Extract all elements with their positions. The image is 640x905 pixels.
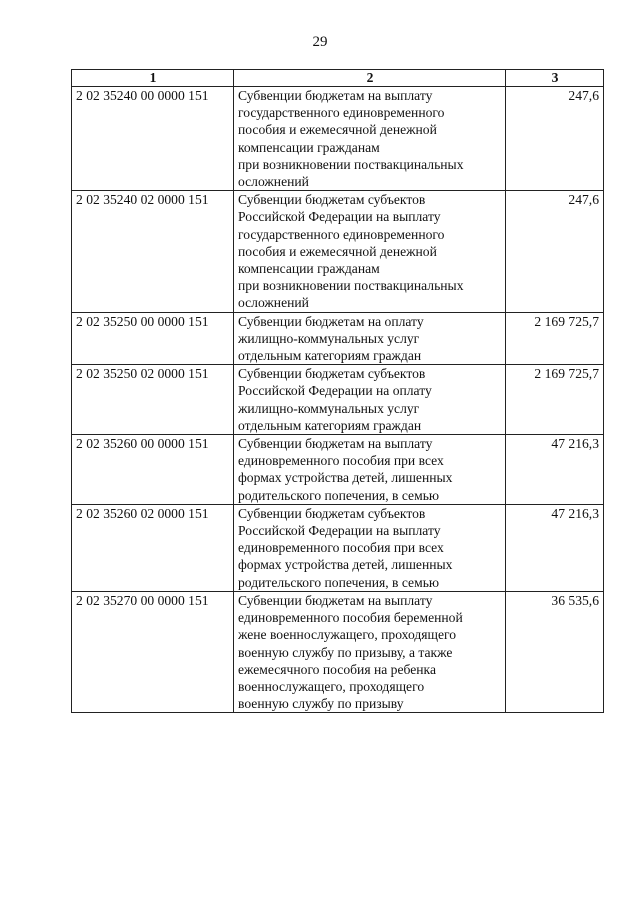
budget-code-cell: 2 02 35240 02 0000 151 [72, 191, 234, 312]
description-line: Субвенции бюджетам субъектов [238, 192, 426, 208]
description-line: родительского попечения, в семью [238, 487, 440, 503]
description-line: Субвенции бюджетам на выплату [238, 88, 433, 103]
description-line: жене военнослужащего, проходящего [238, 627, 457, 643]
description-line: Субвенции бюджетам на выплату [238, 436, 433, 452]
amount-cell: 247,6 [506, 191, 604, 312]
description-line: пособия и ежемесячной денежной [238, 122, 437, 138]
description-cell [234, 504, 506, 591]
description-line: единовременного пособия при всех [238, 453, 444, 469]
description-line: осложнений [238, 295, 309, 311]
description-line: государственного единовременного [238, 226, 445, 242]
column-header-code: 1 [72, 70, 234, 87]
description-line: отдельным категориям граждан [238, 348, 422, 364]
budget-code-cell: 2 02 35240 00 0000 151 [72, 87, 234, 191]
description-line: отдельным категориям граждан [238, 417, 422, 433]
table-row [72, 591, 604, 712]
description-line: военнослужащего, проходящего [238, 678, 425, 694]
column-header-amount: 3 [506, 70, 604, 87]
budget-code-cell: 2 02 35260 00 0000 151 [72, 435, 234, 505]
description-line: военную службу по призыву [238, 696, 404, 712]
table-row [72, 365, 604, 435]
description-line: единовременного пособия при всех [238, 540, 444, 556]
budget-code-cell: 2 02 35270 00 0000 151 [72, 591, 234, 712]
description-line: пособия и ежемесячной денежной [238, 243, 437, 259]
description-line: Субвенции бюджетам на оплату [238, 313, 424, 329]
amount-cell: 36 535,6 [506, 591, 604, 712]
table-row [72, 312, 604, 365]
description-line: ежемесячного пособия на ребенка [238, 661, 436, 677]
description-cell [234, 191, 506, 312]
description-cell [234, 365, 506, 435]
budget-code-cell: 2 02 35250 00 0000 151 [72, 312, 234, 365]
table-body [72, 87, 604, 713]
description-line: осложнений [238, 174, 309, 190]
amount-cell: 47 216,3 [506, 504, 604, 591]
description-line: Субвенции бюджетам на выплату [238, 592, 433, 608]
description-line: Субвенции бюджетам субъектов [238, 505, 426, 521]
description-line: военную службу по призыву, а также [238, 644, 453, 660]
column-header-description: 2 [234, 70, 506, 87]
description-line: компенсации гражданам [238, 261, 380, 277]
description-line: Субвенции бюджетам субъектов [238, 366, 426, 382]
page-number: 29 [312, 34, 328, 50]
amount-cell: 47 216,3 [506, 435, 604, 505]
description-line: компенсации гражданам [238, 139, 380, 155]
description-line: при возникновении поствакцинальных [238, 278, 464, 294]
description-line: жилищно-коммунальных услуг [238, 330, 420, 346]
description-cell [234, 435, 506, 505]
description-line: родительского попечения, в семью [238, 574, 440, 590]
description-line: Российской Федерации на выплату [238, 209, 441, 225]
table-row [72, 87, 604, 191]
table-header-row [72, 70, 604, 87]
budget-code-cell: 2 02 35250 02 0000 151 [72, 365, 234, 435]
description-cell [234, 312, 506, 365]
description-line: государственного единовременного [238, 105, 445, 121]
budget-code-cell: 2 02 35260 02 0000 151 [72, 504, 234, 591]
table-row [72, 191, 604, 312]
description-line: жилищно-коммунальных услуг [238, 400, 420, 416]
description-line: Российской Федерации на выплату [238, 523, 441, 539]
description-line: единовременного пособия беременной [238, 610, 463, 626]
description-cell [234, 87, 506, 191]
budget-table [71, 69, 604, 713]
description-line: при возникновении поствакцинальных [238, 156, 464, 172]
description-line: формах устройства детей, лишенных [238, 557, 453, 573]
description-line: Российской Федерации на оплату [238, 383, 432, 399]
description-cell [234, 591, 506, 712]
amount-cell: 247,6 [506, 87, 604, 191]
amount-cell: 2 169 725,7 [506, 312, 604, 365]
amount-cell: 2 169 725,7 [506, 365, 604, 435]
table-row [72, 435, 604, 505]
table-row [72, 504, 604, 591]
description-line: формах устройства детей, лишенных [238, 470, 453, 486]
